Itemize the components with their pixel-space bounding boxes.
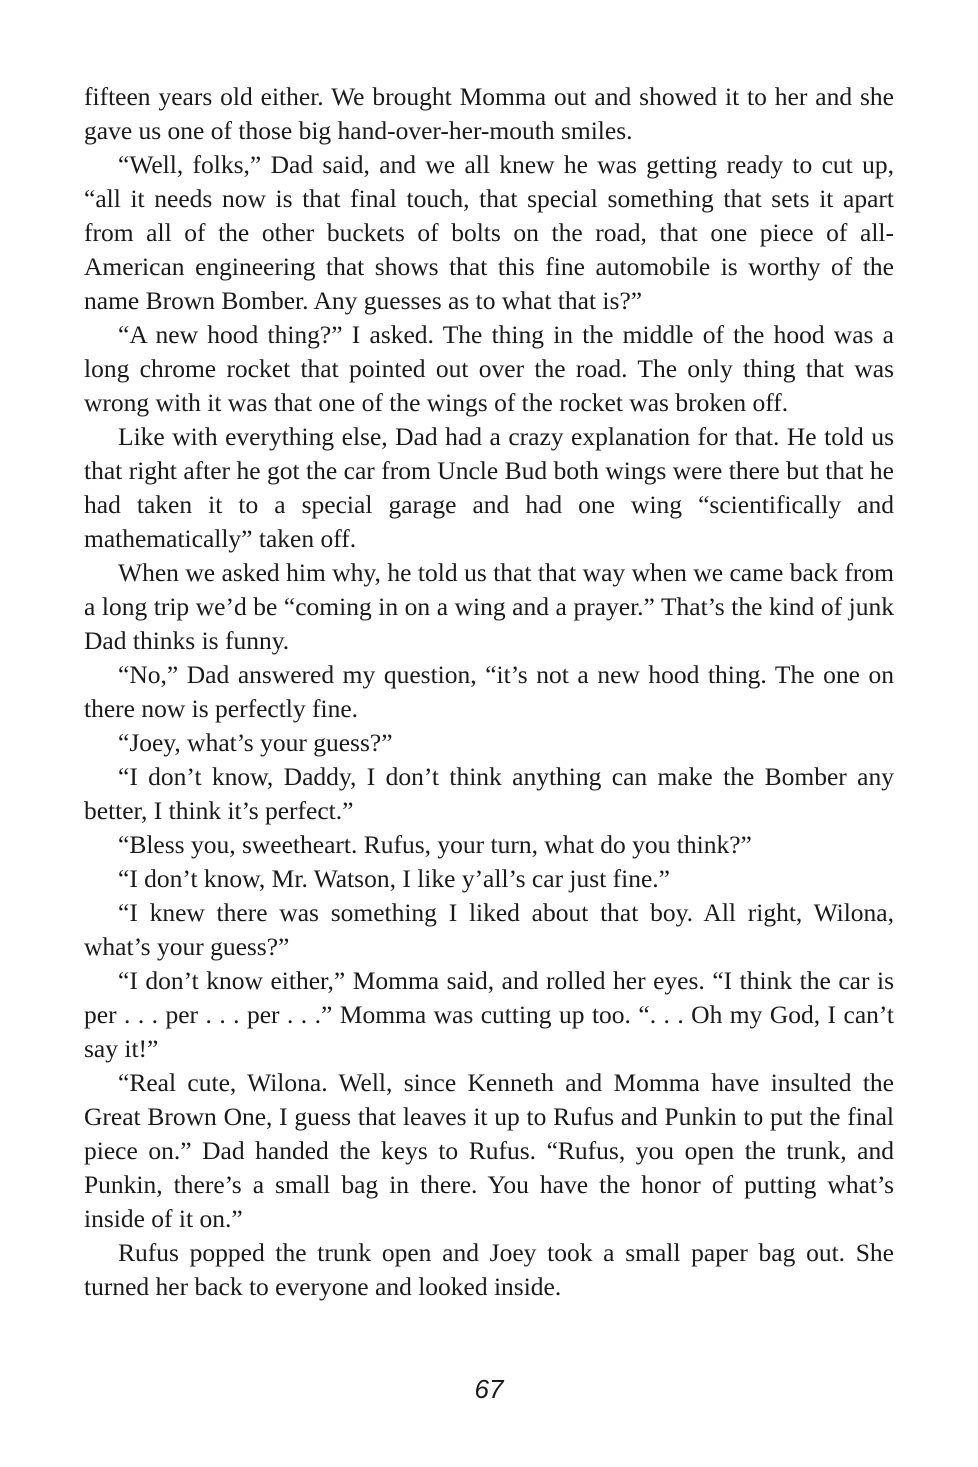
page-body [84, 80, 894, 1304]
paragraph-14: Rufus popped the trunk open and Joey took a small paper bag out. She turned her back to everyone and looked inside. [84, 1238, 894, 1301]
paragraph-4: Like with everything else, Dad had a crazy explanation for that. He told us that right after he got the car from Uncle Bud both wings were there but that he had taken it to a special garage and had one wing “scientifically and mathematically” taken off. [84, 422, 894, 553]
paragraph-2: “Well, folks,” Dad said, and we all knew he was getting ready to cut up, “all it needs now is that final touch, that special something that sets it apart from all of the other buckets of bolts on the road, that one piece of all-American engineering that shows that this fine automobile is worthy of the name Brown Bomber. Any guesses as to what that is?” [84, 150, 894, 315]
paragraph-8: “I don’t know, Daddy, I don’t think anything can make the Bomber any better, I think it’s perfect.” [84, 762, 894, 825]
paragraph-13: “Real cute, Wilona. Well, since Kenneth and Momma have insulted the Great Brown One, I guess that leaves it up to Rufus and Punkin to put the final piece on.” Dad handed the keys to Rufus. “Rufus, you open the trunk, and Punkin, there’s a small bag in there. You have the honor of putting what’s inside of it on.” [84, 1068, 894, 1233]
paragraph-5: When we asked him why, he told us that that way when we came back from a long trip we’d be “coming in on a wing and a prayer.” That’s the kind of junk Dad thinks is funny. [84, 558, 894, 655]
page-number: 67 [474, 1374, 504, 1404]
paragraph-11: “I knew there was something I liked about that boy. All right, Wilona, what’s your guess?” [84, 898, 894, 961]
paragraph-12: “I don’t know either,” Momma said, and rolled her eyes. “I think the car is per . . . per . . . per . . .” Momma was cutting up too. “. . . Oh my God, I can’t say it!” [84, 966, 894, 1063]
paragraph-3: “A new hood thing?” I asked. The thing in the middle of the hood was a long chrome rocket that pointed out over the road. The only thing that was wrong with it was that one of the wings of the rocket was broken off. [84, 320, 894, 417]
paragraph-7: “Joey, what’s your guess?” [118, 728, 393, 757]
paragraph-9: “Bless you, sweetheart. Rufus, your turn, what do you think?” [118, 830, 752, 859]
paragraph-6: “No,” Dad answered my question, “it’s not a new hood thing. The one on there now is perfectly fine. [84, 660, 894, 723]
paragraph-1: fifteen years old either. We brought Momma out and showed it to her and she gave us one of those big hand-over-her-mouth smiles. [84, 82, 894, 145]
paragraph-10: “I don’t know, Mr. Watson, I like y’all’s car just fine.” [118, 864, 670, 893]
